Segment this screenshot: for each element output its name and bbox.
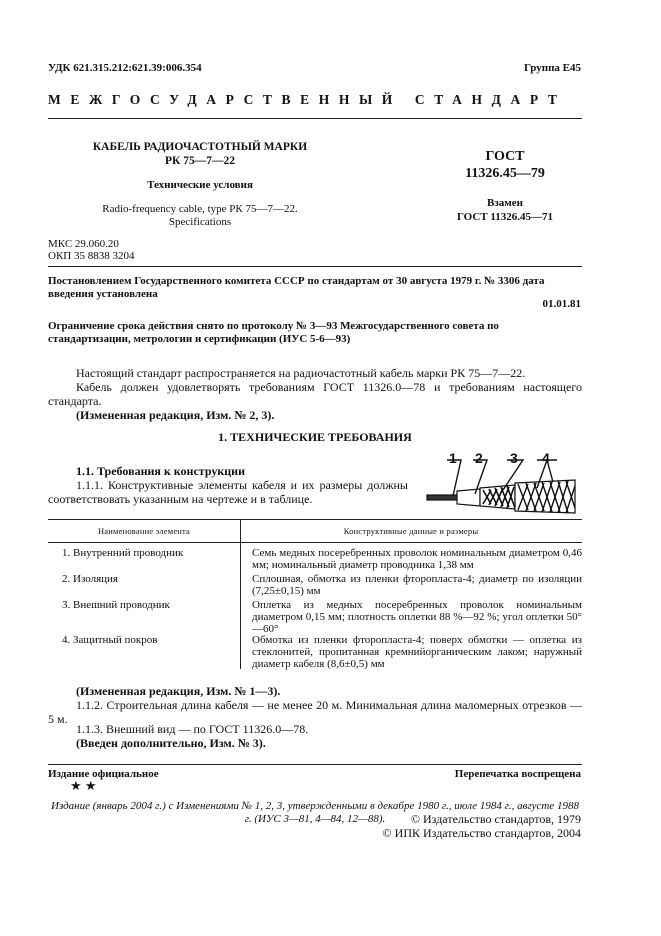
table-row-name: 2. Изоляция	[62, 573, 118, 585]
table-header-border	[48, 542, 582, 543]
table-row-data: Оплетка из медных посеребренных проволок номинальным диаметром 0,15 мм; плотность оплетки 88 %—92 %; угол оплетки 50°—60°	[252, 599, 582, 635]
table-column-divider	[240, 519, 241, 669]
figure-label-4: 4	[542, 450, 550, 466]
table-top-border	[48, 519, 582, 520]
group-code: Группа Е45	[523, 62, 581, 74]
document-title	[70, 140, 330, 168]
restriction-text: Ограничение срока действия снято по протоколу № 3—93 Межгосударственного совета по стандартизации, метрологии и сертификации (ИУС 5-6—93)	[48, 320, 499, 345]
amendment-note-2: (Измененная редакция, Изм. № 1—3).	[76, 684, 281, 698]
gost-number-block	[420, 148, 590, 182]
title-line-2: РК 75—7—22	[165, 155, 235, 167]
udk-code: УДК 621.315.212:621.39:006.354	[48, 62, 202, 74]
requirements-paragraph: Кабель должен удовлетворять требованиям ГОСТ 11326.0—78 и требованиям настоящего стандарта.	[48, 380, 582, 408]
table-row-name: 3. Внешний проводник	[62, 599, 170, 611]
table-row-data: Сплошная, обмотка из пленки фторопласта-4; диаметр по изоляции (7,25±0,15) мм	[252, 573, 582, 597]
table-row-name: 1. Внутренний проводник	[62, 547, 184, 559]
mks-code: МКС 29.060.20	[48, 238, 119, 250]
section-heading: 1. ТЕХНИЧЕСКИЕ ТРЕБОВАНИЯ	[218, 430, 412, 444]
replaces-block	[420, 196, 590, 224]
table-row-data: Обмотка из пленки фторопласта-4; поверх обмотки — оплетка из стеклонитей, пропитанная кремнийорганическим лаком; наружный диаметр кабеля (8,6±0,5) мм	[252, 634, 582, 670]
english-title-line-1: Radio-frequency cable, type РК 75—7—22.	[102, 203, 298, 215]
reprint-prohibited-label: Перепечатка воспрещена	[454, 768, 581, 780]
document-subtitle: Технические условия	[147, 179, 253, 191]
footer-divider	[48, 764, 582, 765]
length-paragraph: 1.1.2. Строительная длина кабеля — не менее 20 м. Минимальная длина маломерных отрезков — 5 м.	[48, 698, 582, 726]
official-edition-label: Издание официальное	[48, 768, 159, 780]
header-divider	[48, 118, 582, 119]
amendment-note-3: (Введен дополнительно, Изм. № 3).	[76, 736, 266, 750]
copyright-2004: © ИПК Издательство стандартов, 2004	[382, 826, 581, 840]
replaces-label: Взамен	[487, 197, 523, 209]
table-row-data: Семь медных посеребренных проволок номинальным диаметром 0,46 мм; номинальный диаметр проводника 1,38 мм	[252, 547, 582, 571]
construction-paragraph: 1.1.1. Конструктивные элементы кабеля и их размеры должны соответствовать указанным на чертеже и в таблице.	[48, 478, 408, 506]
edition-stars: ★ ★	[70, 778, 97, 793]
classification-codes	[48, 238, 134, 262]
codes-divider	[48, 266, 582, 267]
gost-label: ГОСТ	[485, 149, 525, 164]
amendment-note-1: (Измененная редакция, Изм. № 2, 3).	[76, 408, 275, 422]
table-header-element: Наименование элемента	[97, 526, 191, 536]
gost-number: 11326.45—79	[465, 166, 545, 181]
okp-code: ОКП 35 8838 3204	[48, 250, 135, 262]
title-line-1: КАБЕЛЬ РАДИОЧАСТОТНЫЙ МАРКИ	[92, 141, 308, 153]
outer-conductor-shape	[480, 485, 515, 509]
standard-kind-heading: МЕЖГОСУДАРСТВЕННЫЙ СТАНДАРТ	[48, 92, 567, 107]
figure-label-3: 3	[510, 450, 518, 466]
english-title-line-2: Specifications	[168, 216, 232, 228]
figure-label-2: 2	[475, 450, 483, 466]
decree-text: Постановлением Государственного комитета СССР по стандартам от 30 августа 1979 г. № 3306 дата введения установлена	[48, 275, 545, 300]
figure-label-1: 1	[449, 450, 457, 466]
table-row-name: 4. Защитный покров	[62, 634, 158, 646]
table-header-data: Конструктивные данные и размеры	[343, 526, 479, 536]
appearance-paragraph: 1.1.3. Внешний вид — по ГОСТ 11326.0—78.	[76, 722, 309, 736]
replaces-number: ГОСТ 11326.45—71	[456, 211, 554, 223]
scope-paragraph: Настоящий стандарт распространяется на радиочастотный кабель марки РК 75—7—22.	[76, 366, 526, 380]
english-title	[70, 203, 330, 229]
subsection-heading: 1.1. Требования к конструкции	[76, 464, 246, 478]
edition-note: Издание (январь 2004 г.) с Изменениями № 1, 2, 3, утвержденными в декабре 1980 г., июле 1984 г., августе 1988 г. (ИУС 3—81, 4—84, 12—88).	[51, 800, 579, 825]
cable-drawing	[425, 450, 585, 520]
copyright-1979: © Издательство стандартов, 1979	[410, 812, 581, 826]
intro-date: 01.01.81	[542, 298, 581, 310]
